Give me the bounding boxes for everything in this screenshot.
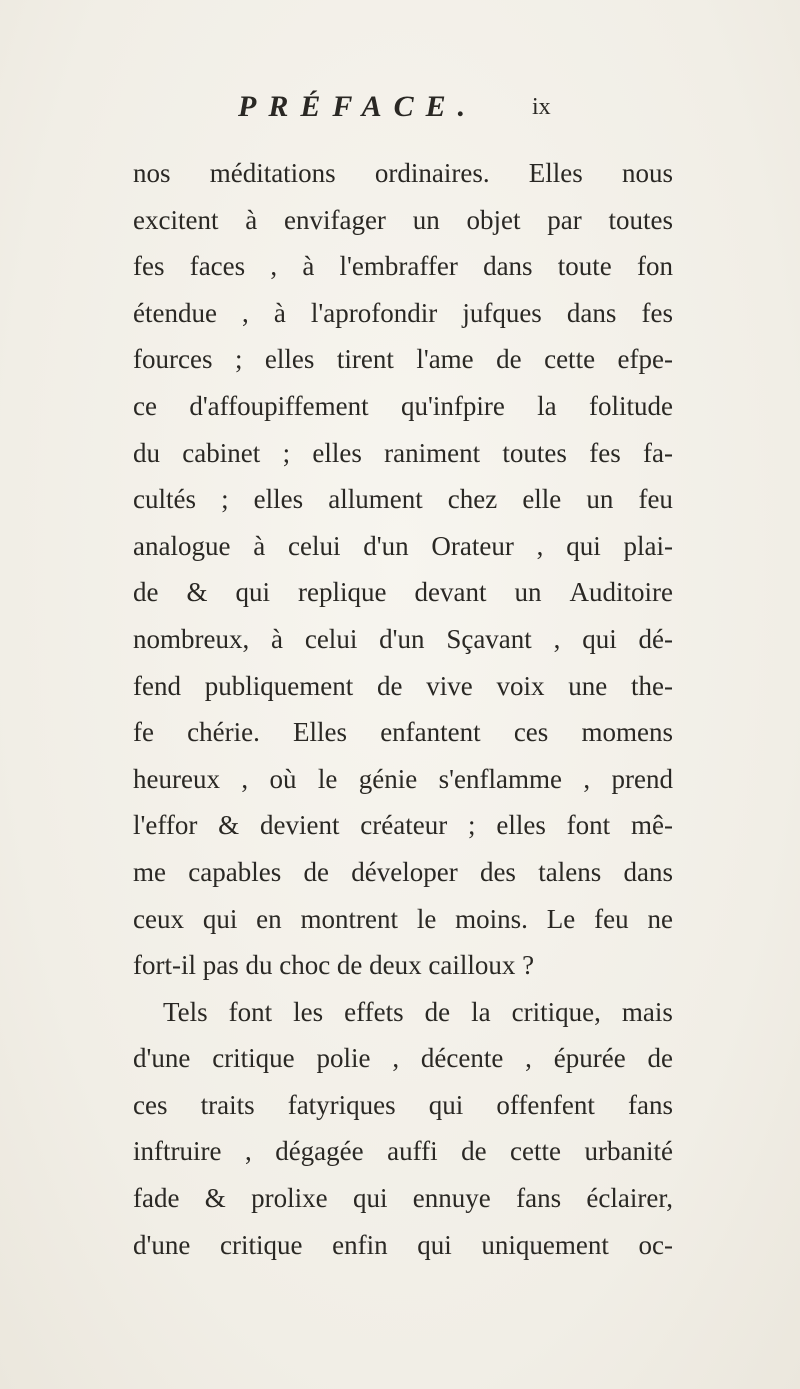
word: Sçavant bbox=[446, 623, 532, 654]
word: cette bbox=[510, 1136, 562, 1167]
word: ennuye bbox=[412, 1183, 491, 1214]
word: de bbox=[376, 670, 403, 701]
word: critique bbox=[220, 1229, 303, 1260]
word: nombreux, bbox=[133, 623, 250, 654]
word: l'ame bbox=[416, 344, 474, 375]
word: décente bbox=[420, 1043, 504, 1074]
word: toutes bbox=[608, 204, 673, 235]
word: fources bbox=[133, 344, 213, 375]
word: la bbox=[537, 390, 557, 421]
word: offenfent bbox=[496, 1089, 595, 1120]
word: la bbox=[471, 996, 491, 1027]
word: ces bbox=[513, 717, 549, 748]
word: , bbox=[553, 623, 561, 654]
word: talens bbox=[538, 856, 602, 887]
text-line bbox=[133, 523, 673, 570]
word: mê- bbox=[630, 810, 673, 841]
word: qui bbox=[566, 530, 601, 561]
word: cette bbox=[544, 344, 596, 375]
word: cultés bbox=[133, 484, 196, 515]
word: envifager bbox=[283, 204, 386, 235]
word: nous bbox=[621, 158, 673, 188]
text-line bbox=[133, 569, 673, 616]
word: une bbox=[568, 670, 608, 701]
word: effets bbox=[344, 996, 404, 1027]
word: enfantent bbox=[380, 717, 481, 748]
word: fend bbox=[133, 670, 181, 701]
word: traits bbox=[200, 1089, 255, 1120]
word: chérie. bbox=[187, 717, 260, 748]
word: celui bbox=[304, 623, 358, 654]
word: faces bbox=[189, 251, 246, 282]
word: à bbox=[273, 297, 286, 328]
word: momens bbox=[581, 717, 673, 748]
word: ordinaires. bbox=[374, 158, 490, 188]
word: d'une bbox=[133, 1229, 191, 1260]
word: uniquement bbox=[481, 1229, 609, 1260]
text-line bbox=[133, 1082, 673, 1129]
word: excitent bbox=[133, 204, 219, 235]
paragraph-start-line bbox=[133, 989, 673, 1036]
word: fa- bbox=[643, 437, 673, 468]
word: ces bbox=[133, 1089, 168, 1120]
word: Elles bbox=[293, 717, 348, 748]
text-line bbox=[133, 709, 673, 756]
word: de bbox=[496, 344, 522, 375]
text-line bbox=[133, 383, 673, 430]
word: folitude bbox=[589, 390, 673, 421]
text-line: fort-il pas du choc de deux cailloux ? bbox=[133, 950, 535, 981]
word: d'un bbox=[379, 623, 425, 654]
word: Auditoire bbox=[569, 577, 673, 608]
text-line bbox=[133, 802, 673, 849]
text-line bbox=[133, 849, 673, 896]
word: urbanité bbox=[584, 1136, 673, 1167]
word: par bbox=[547, 204, 582, 235]
word: moins. bbox=[455, 903, 528, 934]
text-line bbox=[133, 1222, 673, 1269]
word: ; bbox=[468, 810, 476, 841]
word: elles bbox=[496, 810, 546, 841]
word: ; bbox=[221, 484, 229, 515]
word: publiquement bbox=[204, 670, 354, 701]
word: des bbox=[479, 856, 516, 887]
word: l'effor bbox=[133, 810, 198, 841]
word: me bbox=[133, 856, 166, 887]
word: feu bbox=[594, 903, 629, 934]
word: de bbox=[133, 577, 159, 608]
word: déveloper bbox=[351, 856, 458, 887]
word: & bbox=[186, 577, 208, 608]
word: critique, bbox=[511, 996, 601, 1027]
word: étendue bbox=[133, 297, 217, 328]
word: de bbox=[303, 856, 329, 887]
word: qui bbox=[352, 1183, 388, 1214]
word: replique bbox=[298, 577, 387, 608]
word: dé- bbox=[638, 623, 673, 654]
word: elle bbox=[522, 484, 562, 515]
word: feu bbox=[638, 484, 673, 515]
word: fes bbox=[641, 297, 673, 328]
text-line bbox=[133, 616, 673, 663]
word: éclairer, bbox=[586, 1183, 673, 1214]
word: ; bbox=[234, 344, 243, 375]
word: un bbox=[412, 204, 440, 235]
word: de bbox=[424, 996, 451, 1027]
text-line bbox=[133, 197, 673, 244]
word: ne bbox=[647, 903, 673, 934]
body-text bbox=[133, 150, 673, 1268]
word: qui bbox=[417, 1229, 452, 1260]
word: un bbox=[586, 484, 614, 515]
word: créateur bbox=[360, 810, 448, 841]
word: ce bbox=[133, 390, 157, 421]
word: raniment bbox=[384, 437, 481, 468]
word: du bbox=[133, 437, 160, 468]
word: cabinet bbox=[182, 437, 261, 468]
text-line bbox=[133, 243, 673, 290]
word: heureux bbox=[133, 763, 220, 794]
text-line bbox=[133, 476, 673, 523]
word: , bbox=[583, 763, 591, 794]
text-line bbox=[133, 1175, 673, 1222]
running-title: PRÉFACE. bbox=[238, 90, 478, 123]
text-line bbox=[133, 336, 673, 383]
word: à bbox=[271, 623, 284, 654]
word: & bbox=[204, 1183, 226, 1214]
word: Orateur bbox=[431, 530, 514, 561]
text-line bbox=[133, 430, 673, 477]
word: toutes bbox=[502, 437, 567, 468]
word: the- bbox=[630, 670, 673, 701]
word: , bbox=[244, 1136, 252, 1167]
word: l'embraffer bbox=[339, 251, 458, 282]
word: qu'infpire bbox=[400, 390, 505, 421]
word: capables bbox=[188, 856, 282, 887]
word: plai- bbox=[623, 530, 673, 561]
word: fans bbox=[627, 1089, 673, 1120]
word: inftruire bbox=[133, 1136, 222, 1167]
word: efpe- bbox=[617, 344, 673, 375]
word: devient bbox=[259, 810, 340, 841]
word: elles bbox=[253, 484, 304, 515]
word: voix bbox=[496, 670, 545, 701]
running-head bbox=[220, 90, 560, 130]
word: Elles bbox=[528, 158, 583, 188]
word: elles bbox=[264, 344, 315, 375]
word: l'aprofondir bbox=[310, 297, 438, 328]
word: critique bbox=[212, 1043, 295, 1074]
word: ceux bbox=[133, 903, 184, 934]
word: Le bbox=[546, 903, 576, 934]
word: , bbox=[525, 1043, 532, 1074]
word: qui bbox=[428, 1089, 464, 1120]
word: épurée bbox=[553, 1043, 626, 1074]
word: qui bbox=[582, 623, 617, 654]
word: d'un bbox=[363, 530, 409, 561]
word: dans bbox=[623, 856, 673, 887]
word: fatyriques bbox=[287, 1089, 396, 1120]
word: fade bbox=[133, 1183, 180, 1214]
text-line bbox=[133, 896, 673, 943]
word: Tels bbox=[163, 996, 208, 1027]
word: d'affoupiffement bbox=[189, 390, 369, 421]
word: les bbox=[293, 996, 324, 1027]
word: nos bbox=[133, 158, 171, 188]
word: celui bbox=[288, 530, 341, 561]
word: qui bbox=[202, 903, 238, 934]
word: prolixe bbox=[251, 1183, 328, 1214]
word: allument bbox=[328, 484, 423, 515]
text-line bbox=[133, 756, 673, 803]
word: où bbox=[269, 763, 297, 794]
word: fes bbox=[133, 251, 165, 282]
word: montrent bbox=[300, 903, 398, 934]
word: elles bbox=[312, 437, 362, 468]
word: à bbox=[253, 530, 266, 561]
word: jufques bbox=[462, 297, 542, 328]
word: , bbox=[241, 763, 249, 794]
word: de bbox=[461, 1136, 487, 1167]
word: prend bbox=[611, 763, 673, 794]
word: de bbox=[647, 1043, 673, 1074]
word: enfin bbox=[332, 1229, 388, 1260]
word: génie bbox=[358, 763, 418, 794]
word: mais bbox=[621, 996, 673, 1027]
page-number: ix bbox=[532, 94, 551, 120]
word: fes bbox=[589, 437, 621, 468]
word: d'une bbox=[133, 1043, 191, 1074]
word: ; bbox=[282, 437, 291, 468]
word: le bbox=[317, 763, 338, 794]
word: objet bbox=[466, 204, 521, 235]
word: dégagée bbox=[275, 1136, 364, 1167]
word: oc- bbox=[638, 1229, 673, 1260]
word: dans bbox=[566, 297, 617, 328]
word: en bbox=[256, 903, 282, 934]
text-line bbox=[133, 1035, 673, 1082]
word: , bbox=[242, 297, 249, 328]
word: & bbox=[218, 810, 240, 841]
text-line bbox=[133, 663, 673, 710]
word: devant bbox=[414, 577, 487, 608]
word: font bbox=[566, 810, 611, 841]
word: qui bbox=[235, 577, 271, 608]
word: toute bbox=[557, 251, 612, 282]
word: fe bbox=[133, 717, 154, 748]
word: à bbox=[302, 251, 315, 282]
word: s'enflamme bbox=[438, 763, 562, 794]
text-line bbox=[133, 290, 673, 337]
word: le bbox=[416, 903, 437, 934]
word: tirent bbox=[336, 344, 394, 375]
word: à bbox=[245, 204, 258, 235]
word: fans bbox=[516, 1183, 562, 1214]
word: font bbox=[228, 996, 273, 1027]
word: , bbox=[536, 530, 544, 561]
word: vive bbox=[426, 670, 473, 701]
word: fon bbox=[637, 251, 673, 282]
word: dans bbox=[483, 251, 533, 282]
word: polie bbox=[316, 1043, 371, 1074]
word: un bbox=[514, 577, 542, 608]
word: analogue bbox=[133, 530, 231, 561]
word: , bbox=[392, 1043, 400, 1074]
word: chez bbox=[447, 484, 498, 515]
word: auffi bbox=[387, 1136, 438, 1167]
word: , bbox=[270, 251, 278, 282]
word: méditations bbox=[209, 158, 336, 188]
text-line bbox=[133, 1128, 673, 1175]
text-line bbox=[133, 150, 673, 197]
